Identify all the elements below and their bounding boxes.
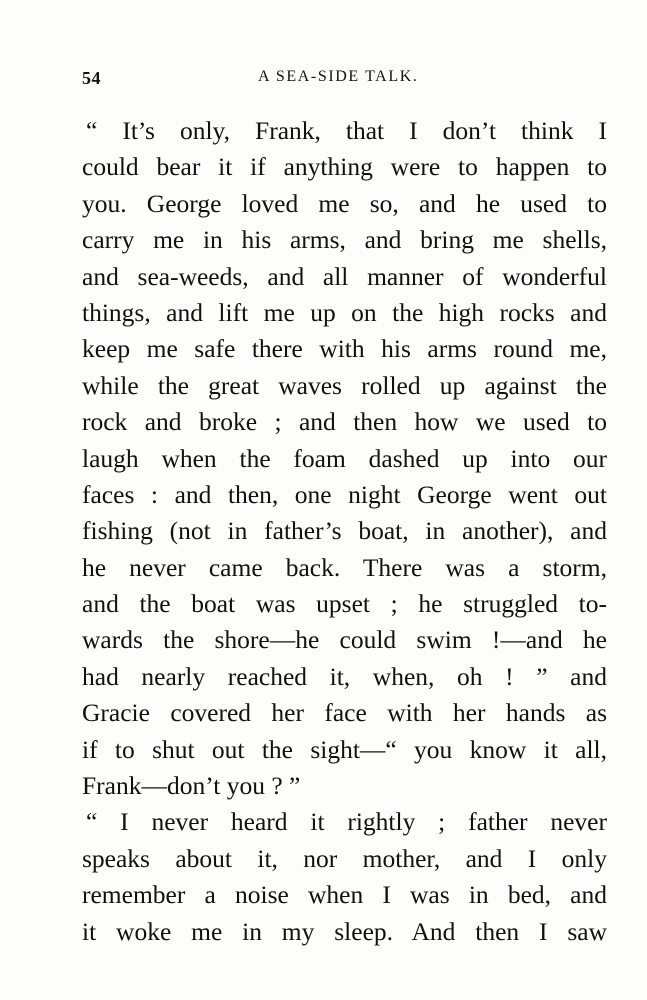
text-line: it woke me in my sleep. And then I saw <box>82 916 607 946</box>
text-line: remember a noise when I was in bed, and <box>82 880 607 910</box>
text-line: laugh when the foam dashed up into our <box>82 443 607 473</box>
body-text <box>82 113 607 950</box>
text-line: you. George loved me so, and he used to <box>82 188 607 218</box>
text-line: speaks about it, nor mother, and I only <box>82 843 607 873</box>
text-line: “ I never heard it rightly ; father never <box>86 807 607 837</box>
text-line: and sea-weeds, and all manner of wonderful <box>82 261 607 291</box>
text-line: carry me in his arms, and bring me shells, <box>82 225 607 255</box>
text-line: Gracie covered her face with her hands as <box>82 698 607 728</box>
text-line: Frank—don’t you ? ” <box>82 771 301 801</box>
text-line: wards the shore—he could swim !—and he <box>82 625 607 655</box>
text-line: if to shut out the sight—“ you know it all, <box>82 734 607 764</box>
text-line: and the boat was upset ; he struggled to- <box>82 589 607 619</box>
text-line: he never came back. There was a storm, <box>82 552 607 582</box>
page-number: 54 <box>82 68 101 88</box>
text-line: things, and lift me up on the high rocks and <box>82 297 607 327</box>
text-line: rock and broke ; and then how we used to <box>82 407 607 437</box>
text-line: could bear it if anything were to happen to <box>82 152 607 182</box>
text-line: had nearly reached it, when, oh ! ” and <box>82 661 607 691</box>
text-line: “ It’s only, Frank, that I don’t think I <box>86 116 607 145</box>
text-line: fishing (not in father’s boat, in another), and <box>82 516 607 546</box>
text-line: faces : and then, one night George went out <box>82 479 607 509</box>
text-line: keep me safe there with his arms round me, <box>82 334 607 364</box>
running-title: A SEA-SIDE TALK. <box>258 68 419 85</box>
text-line: while the great waves rolled up against the <box>82 370 607 400</box>
page-header <box>82 68 607 92</box>
